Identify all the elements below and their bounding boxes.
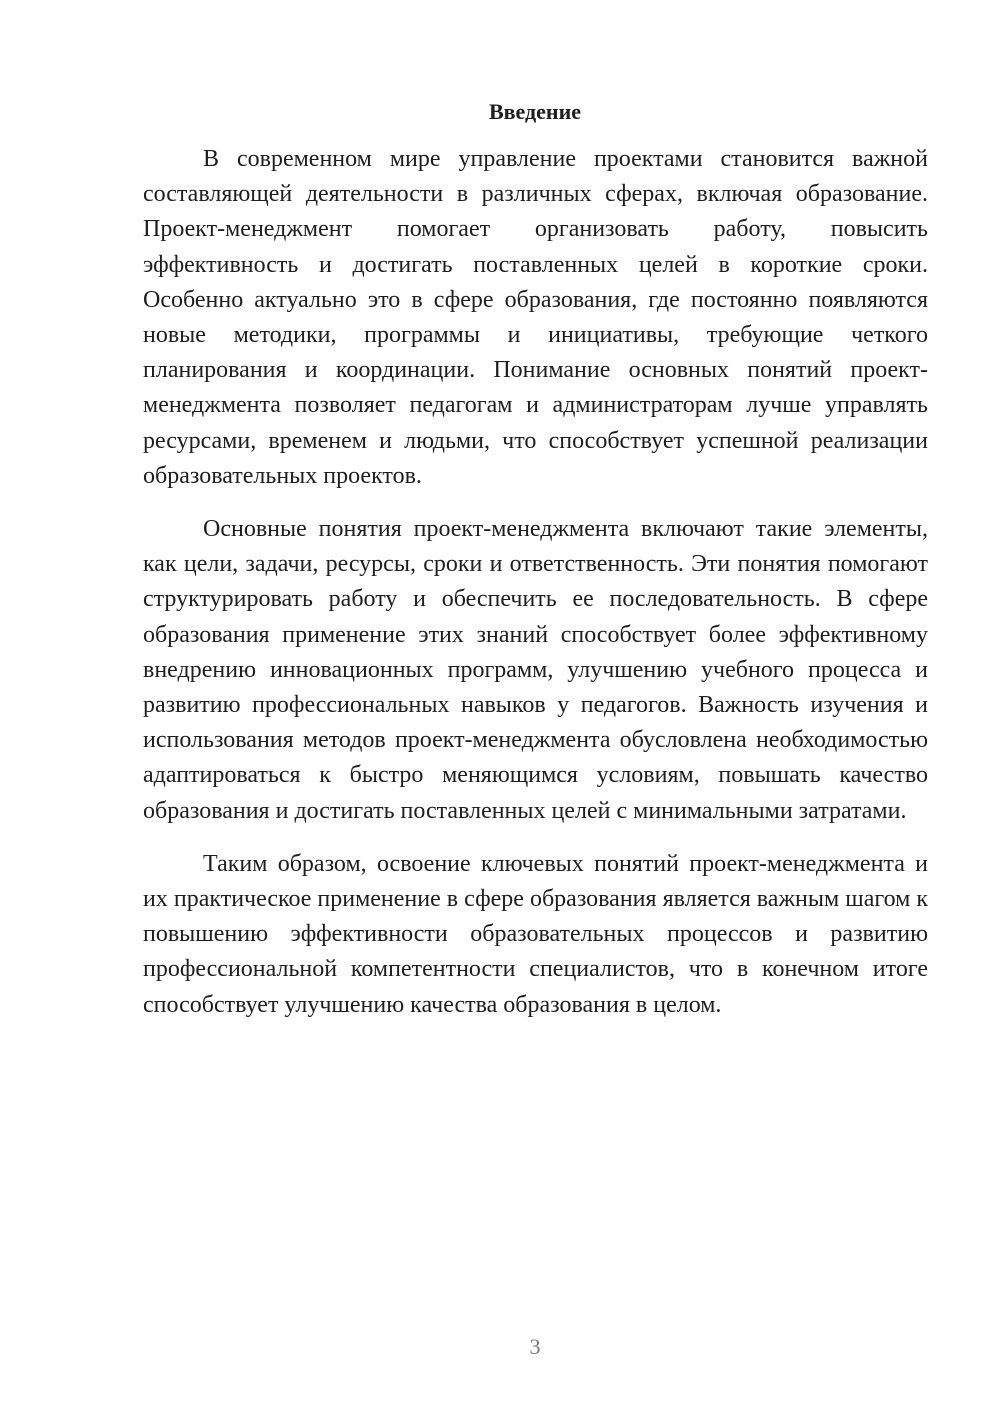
section-heading: Введение xyxy=(488,99,582,124)
paragraph-2: Основные понятия проект-менеджмента включают такие элементы, как цели, задачи, ресурсы, сроки и ответственность. Эти понятия помогают структурировать работу и обеспечить ее последовательность. В сфере образования применение этих знаний способствует более эффективному внедрению инновационных программ, улучшению учебного процесса и развитию профессиональных навыков у педагогов. Важность изучения и использования методов проект-менеджмента обусловлена необходимостью адаптироваться к быстро меняющимся условиям, повышать качество образования и достигать поставленных целей с минимальными затратами. xyxy=(143,516,928,824)
paragraph-3: Таким образом, освоение ключевых понятий проект-менеджмента и их практическое применение в сфере образования является важным шагом к повышению эффективности образовательных процессов и развитию профессиональной компетентности специалистов, что в конечном итоге способствует улучшению качества образования в целом. xyxy=(143,850,928,1018)
page-number: 3 xyxy=(529,1334,541,1359)
paragraph-1: В современном мире управление проектами становится важной составляющей деятельности в различных сферах, включая образование. Проект-менеджмент помогает организовать работу, повысить эффективность и достигать поставленных целей в короткие сроки. Особенно актуально это в сфере образования, где постоянно появляются новые методики, программы и инициативы, требующие четкого планирования и координации. Понимание основных понятий проект-менеджмента позволяет педагогам и администраторам лучше управлять ресурсами, временем и людьми, что способствует успешной реализации образовательных проектов. xyxy=(143,146,928,489)
body-text xyxy=(143,142,928,1041)
